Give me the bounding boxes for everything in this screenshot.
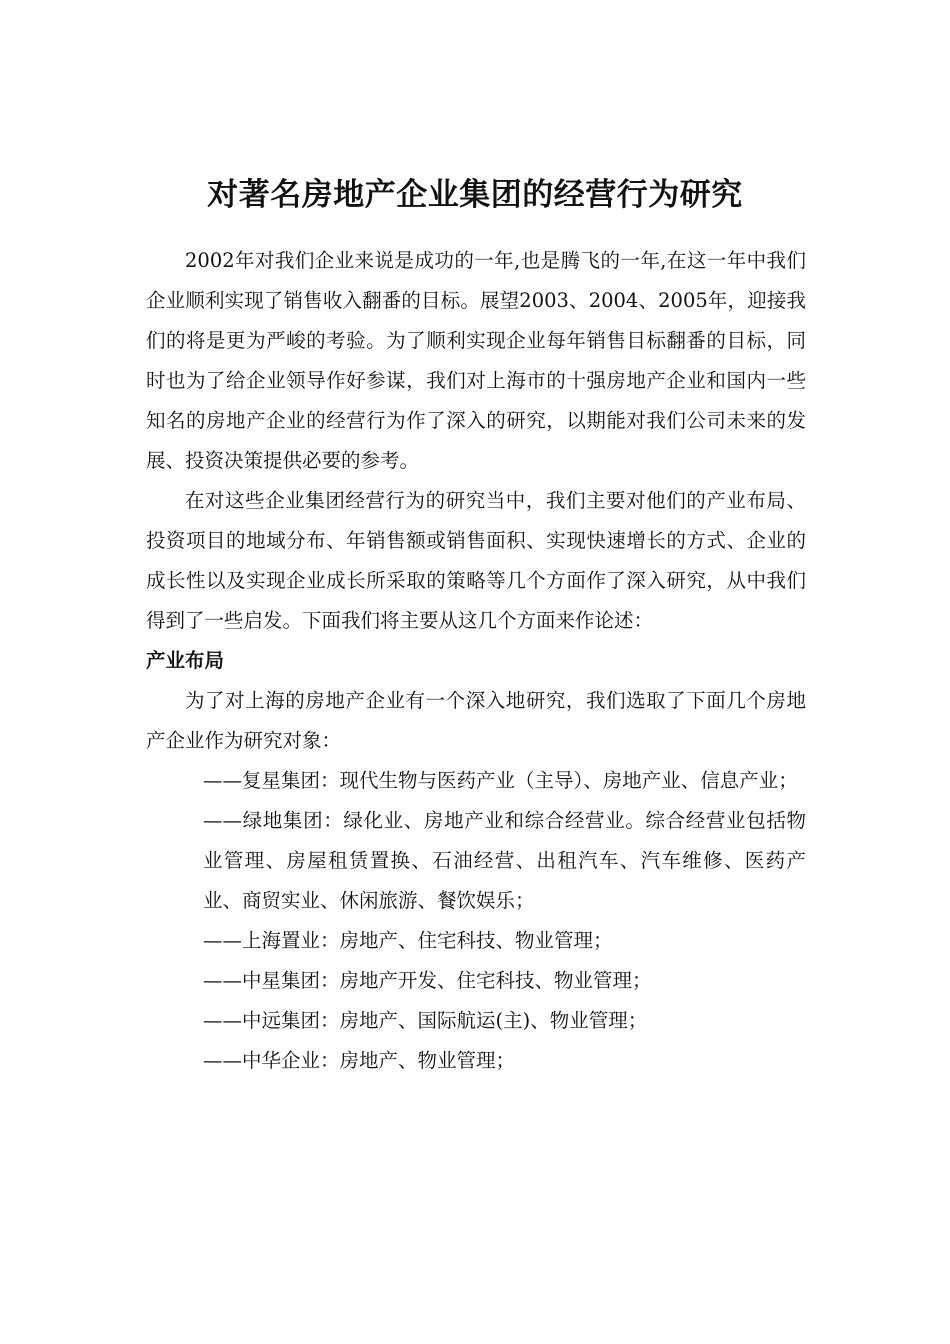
intro-paragraph-1: 2002年对我们企业来说是成功的一年,也是腾飞的一年,在这一年中我们企业顺利实现了销售收入翻番的目标。展望2003、2004、2005年，迎接我们的将是更为严峻的考验。为了顺利实现企业每年销售目标翻番的目标，同时也为了给企业领导作好参谋，我们对上海市的十强房地产企业和国内一些知名的房地产企业的经营行为作了深入的研究，以期能对我们公司未来的发展、投资决策提供必要的参考。 <box>146 249 806 472</box>
company-list <box>146 761 806 1081</box>
list-item: ——绿地集团：绿化业、房地产业和综合经营业。综合经营业包括物业管理、房屋租赁置换、石油经营、出租汽车、汽车维修、医药产业、商贸实业、休闲旅游、餐饮娱乐； <box>203 809 806 912</box>
document-title: 对著名房地产企业集团的经营行为研究 <box>207 176 743 213</box>
list-item: ——中星集团：房地产开发、住宅科技、物业管理； <box>203 969 652 992</box>
list-item: ——复星集团：现代生物与医药产业（主导）、房地产业、信息产业； <box>203 769 798 792</box>
list-item: ——上海置业：房地产、住宅科技、物业管理； <box>203 929 613 952</box>
list-item: ——中远集团：房地产、国际航运(主)、物业管理； <box>203 1009 648 1032</box>
section-heading: 产业布局 <box>146 649 225 672</box>
document-body <box>146 241 806 1081</box>
section-intro-paragraph: 为了对上海的房地产企业有一个深入地研究，我们选取了下面几个房地产企业作为研究对象： <box>146 689 806 752</box>
list-item: ——中华企业：房地产、物业管理； <box>203 1049 516 1072</box>
intro-paragraph-2: 在对这些企业集团经营行为的研究当中，我们主要对他们的产业布局、投资项目的地域分布、年销售额或销售面积、实现快速增长的方式、企业的成长性以及实现企业成长所采取的策略等几个方面作了深入研究，从中我们得到了一些启发。下面我们将主要从这几个方面来作论述： <box>146 489 806 632</box>
